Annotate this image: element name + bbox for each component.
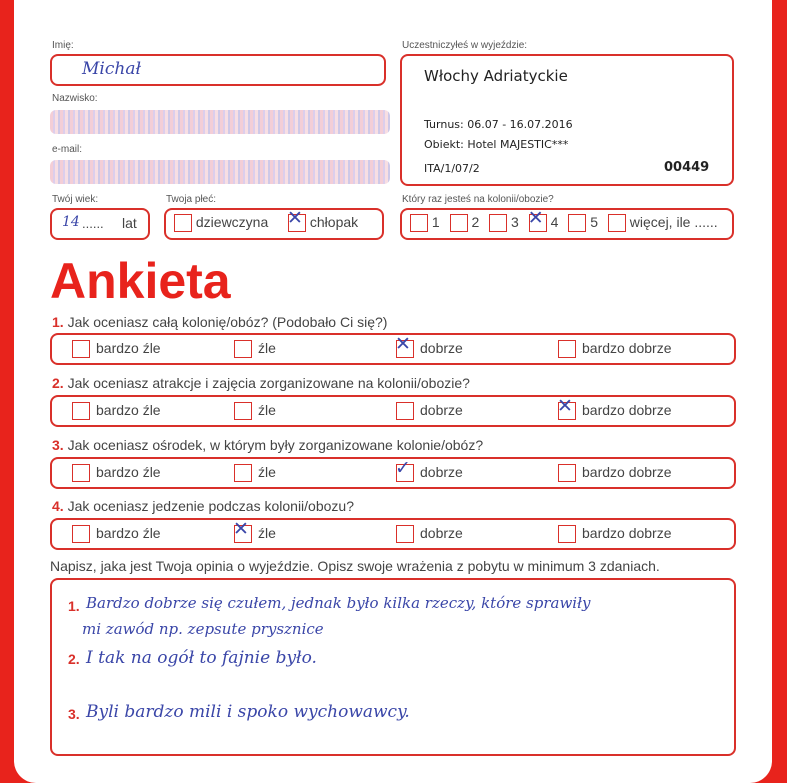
checkbox[interactable]: [558, 340, 576, 358]
gender-label: Twoja płeć:: [166, 194, 217, 205]
gender-option-female[interactable]: [174, 214, 268, 232]
survey-title: Ankieta: [50, 253, 231, 309]
checkbox[interactable]: [568, 214, 586, 232]
check-mark-icon: ✕: [233, 518, 249, 541]
check-mark-icon: ✕: [557, 395, 573, 418]
checkbox[interactable]: [234, 340, 252, 358]
answer-row-1: [50, 333, 736, 365]
name-label: Imię:: [52, 40, 74, 51]
checkbox[interactable]: [72, 340, 90, 358]
check-mark-icon: ✕: [527, 207, 544, 230]
answer-row-2: [50, 395, 736, 427]
option-bardzo-zle[interactable]: bardzo źle: [72, 402, 161, 420]
question-1: 1. Jak oceniasz całą kolonię/obóz? (Podobało Ci się?): [52, 314, 388, 330]
option-zle[interactable]: ✕ źle: [234, 525, 276, 543]
times-option-label: 1: [431, 214, 440, 230]
question-2: 2. Jak oceniasz atrakcje i zajęcia zorganizowane na kolonii/obozie?: [52, 375, 470, 391]
option-zle[interactable]: źle: [234, 402, 276, 420]
opinion-line-number: 3.: [68, 706, 80, 722]
checkbox-checked[interactable]: [233, 518, 252, 543]
gender-option-male[interactable]: [287, 207, 359, 232]
check-mark-icon: ✕: [395, 333, 411, 356]
option-bardzo-zle[interactable]: bardzo źle: [72, 525, 161, 543]
checkbox[interactable]: [234, 464, 252, 482]
times-label: Który raz jesteś na kolonii/obozie?: [402, 194, 554, 205]
opinion-line: mi zawód np. zepsute prysznice: [82, 620, 324, 638]
checkbox[interactable]: [558, 464, 576, 482]
option-bardzo-dobrze[interactable]: bardzo dobrze: [558, 340, 672, 358]
gender-field: [164, 208, 384, 240]
question-4: 4. Jak oceniasz jedzenie podczas kolonii/obozu?: [52, 498, 354, 514]
opinion-prompt: Napisz, jaka jest Twoja opinia o wyjeździe. Opisz swoje wrażenia z pobytu w minimum 3 zdaniach.: [50, 558, 660, 574]
trip-label: Uczestniczyłeś w wyjeździe:: [402, 40, 528, 51]
checkbox-checked[interactable]: [557, 395, 576, 420]
checkbox-checked[interactable]: [287, 207, 306, 232]
trip-destination: Włochy Adriatyckie: [424, 67, 568, 85]
checkbox[interactable]: [558, 525, 576, 543]
trip-code: ITA/1/07/2: [424, 162, 480, 175]
age-unit: lat: [122, 215, 137, 231]
option-bardzo-dobrze[interactable]: bardzo dobrze: [558, 525, 672, 543]
trip-number: 00449: [664, 160, 710, 175]
times-option-label: więcej, ile ......: [629, 214, 718, 230]
checkbox[interactable]: [489, 214, 507, 232]
times-option-label: 2: [471, 214, 480, 230]
checkbox-checked[interactable]: [395, 457, 414, 482]
checkbox[interactable]: [396, 525, 414, 543]
answer-row-3: [50, 457, 736, 489]
name-field[interactable]: [50, 54, 386, 86]
trip-obiekt: Obiekt: Hotel MAJESTIC***: [424, 138, 569, 151]
option-bardzo-dobrze[interactable]: bardzo dobrze: [558, 464, 672, 482]
checkbox-checked[interactable]: [527, 207, 547, 232]
option-dobrze[interactable]: dobrze: [396, 525, 463, 543]
survey-sheet: [14, 0, 772, 783]
opinion-line: Bardzo dobrze się czułem, jednak było kilka rzeczy, które sprawiły: [86, 594, 591, 612]
checkbox[interactable]: [450, 214, 468, 232]
checkbox[interactable]: [396, 402, 414, 420]
times-option-label: 5: [590, 214, 598, 230]
opinion-box[interactable]: [50, 578, 736, 756]
email-redacted: [50, 160, 390, 184]
question-3: 3. Jak oceniasz ośrodek, w którym były zorganizowane kolonie/obóz?: [52, 437, 484, 453]
gender-option-label: chłopak: [309, 214, 359, 230]
opinion-line: Byli bardzo mili i spoko wychowawcy.: [86, 702, 410, 722]
times-options: [410, 207, 718, 232]
age-label: Twój wiek:: [52, 194, 99, 205]
checkbox-checked[interactable]: [395, 333, 414, 358]
option-bardzo-dobrze[interactable]: ✕ bardzo dobrze: [558, 402, 672, 420]
option-dobrze[interactable]: dobrze: [396, 402, 463, 420]
checkbox[interactable]: [72, 525, 90, 543]
checkbox[interactable]: [608, 214, 626, 232]
checkbox[interactable]: [72, 464, 90, 482]
check-mark-icon: ✓: [395, 457, 411, 480]
trip-turnus: Turnus: 06.07 - 16.07.2016: [424, 118, 573, 131]
answer-row-4: [50, 518, 736, 550]
checkbox[interactable]: [174, 214, 192, 232]
option-zle[interactable]: źle: [234, 464, 276, 482]
surname-redacted: [50, 110, 390, 134]
check-mark-icon: ✕: [287, 207, 303, 230]
option-dobrze[interactable]: ✓ dobrze: [396, 464, 463, 482]
option-dobrze[interactable]: ✕ dobrze: [396, 340, 463, 358]
checkbox[interactable]: [234, 402, 252, 420]
option-bardzo-zle[interactable]: bardzo źle: [72, 464, 161, 482]
option-zle[interactable]: źle: [234, 340, 276, 358]
age-field[interactable]: 14 ...... lat: [50, 208, 150, 240]
opinion-line-number: 1.: [68, 598, 80, 614]
option-bardzo-zle[interactable]: bardzo źle: [72, 340, 161, 358]
name-value: Michał: [82, 59, 141, 79]
gender-option-label: dziewczyna: [195, 214, 269, 230]
times-field: [400, 208, 734, 240]
opinion-line-number: 2.: [68, 651, 80, 667]
email-label: e-mail:: [52, 144, 83, 155]
checkbox[interactable]: [410, 214, 428, 232]
surname-label: Nazwisko:: [52, 93, 98, 104]
checkbox[interactable]: [72, 402, 90, 420]
times-option-label: 3: [511, 214, 519, 230]
opinion-line: I tak na ogół to fajnie było.: [86, 648, 317, 668]
times-option-label: 4: [550, 214, 559, 230]
age-value: 14: [62, 214, 80, 230]
trip-box: [400, 54, 734, 186]
